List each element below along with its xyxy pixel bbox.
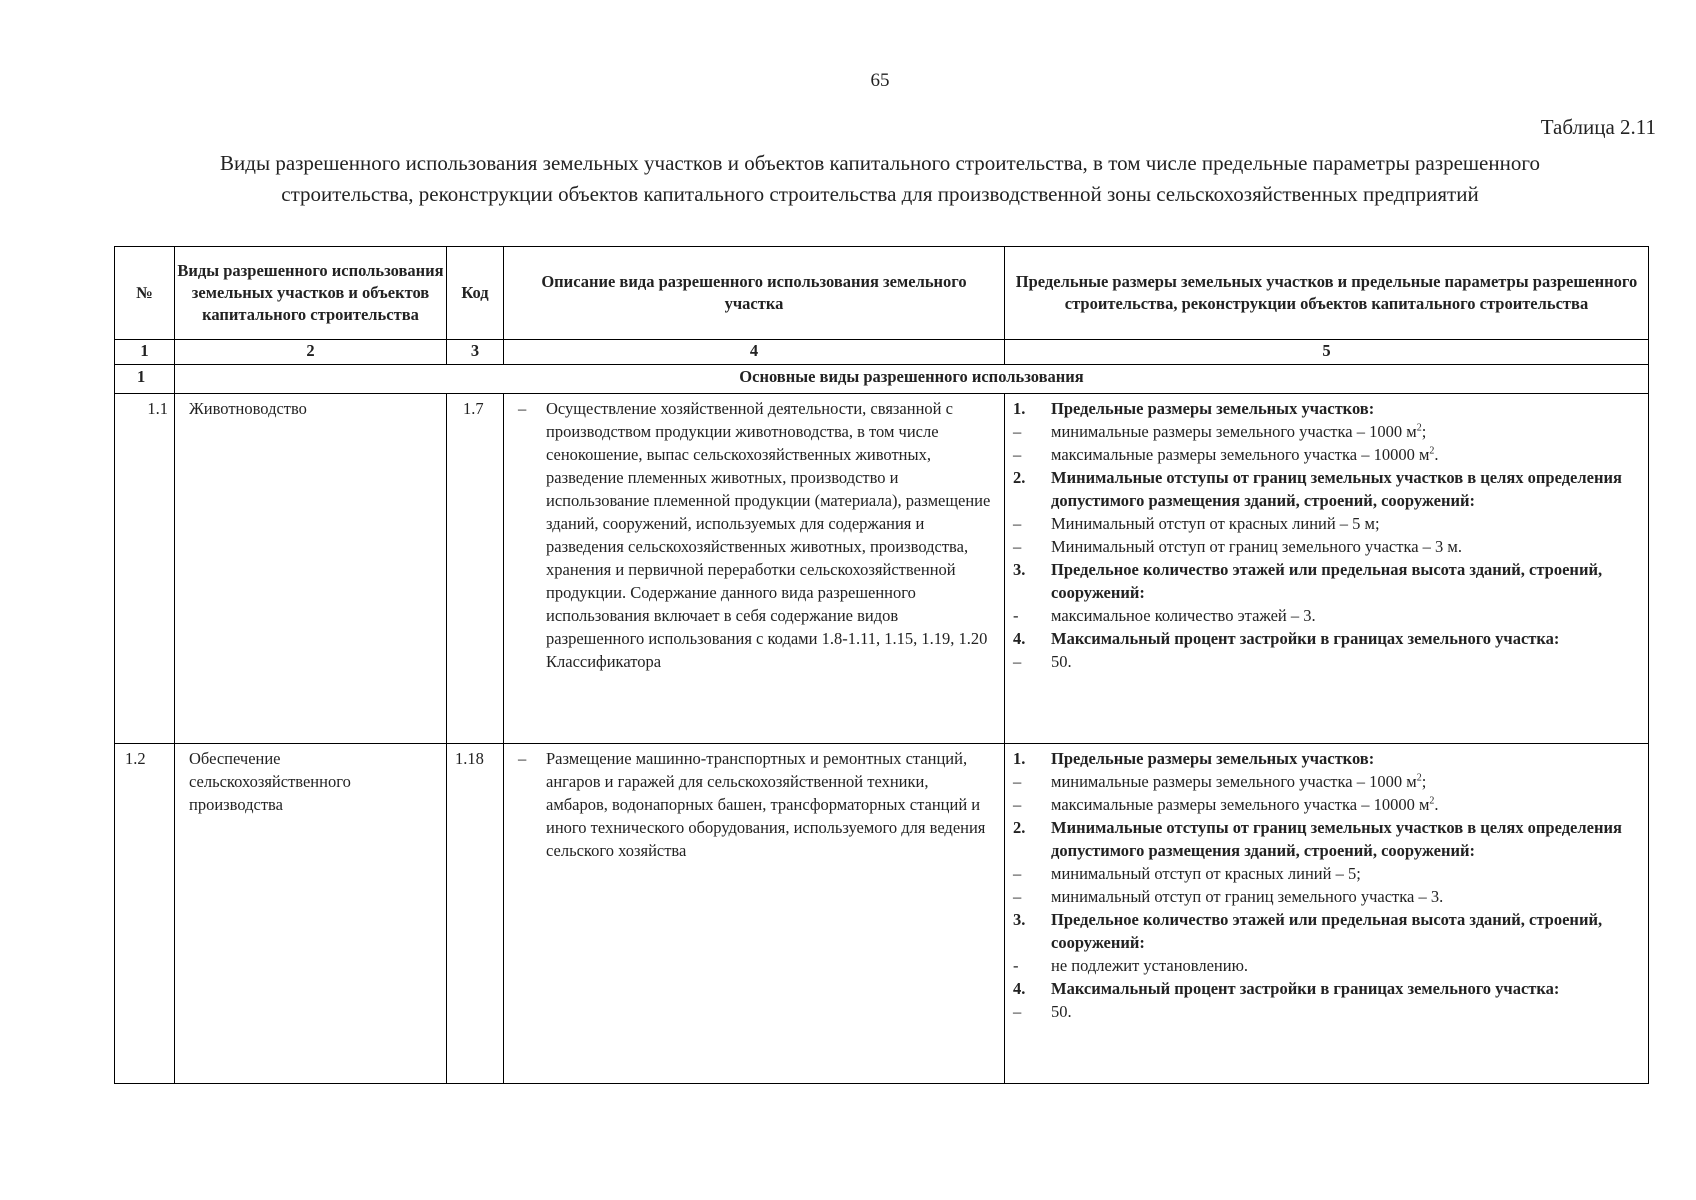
land-use-table <box>114 246 1649 1084</box>
param-item: – максимальные размеры земельного участка – 10000 $м^2$. <box>1013 445 1439 464</box>
param-heading: 3. Предельное количество этажей или предельная высота зданий, строений, сооружений: <box>1013 910 1603 952</box>
row-description-cell <box>504 394 1005 744</box>
header-description: Описание вида разрешенного использования земельного участка <box>504 247 1005 340</box>
param-heading: 3. Предельное количество этажей или предельная высота зданий, строений, сооружений: <box>1013 560 1603 602</box>
row-params <box>1005 394 1649 744</box>
param-item: – минимальный отступ от границ земельного участка – 3. <box>1013 887 1444 906</box>
page-number: 65 <box>870 70 890 91</box>
column-number: 4 <box>504 340 1005 365</box>
row-use-type: Животноводство <box>175 394 447 744</box>
column-number: 3 <box>447 340 504 365</box>
header-params: Предельные размеры земельных участков и предельные параметры разрешенного строительства, реконструкции объектов капитального строительства <box>1005 247 1649 340</box>
column-number: 5 <box>1005 340 1649 365</box>
param-item: – минимальные размеры земельного участка – 1000 $м^2$; <box>1013 422 1427 441</box>
param-heading: 4. Максимальный процент застройки в границах земельного участка: <box>1013 629 1560 648</box>
param-item: – 50. <box>1013 652 1072 671</box>
param-item: – максимальные размеры земельного участка – 10000 $м^2$. <box>1013 795 1439 814</box>
param-item: - максимальное количество этажей – 3. <box>1013 606 1316 625</box>
table-label: Таблица 2.11 <box>1540 115 1656 139</box>
param-item: – минимальный отступ от красных линий – 5; <box>1013 864 1361 883</box>
row-number: 1.1 <box>115 394 175 744</box>
section-row <box>115 365 1649 394</box>
header-types: Виды разрешенного использования земельных участков и объектов капитального строительства <box>175 247 447 340</box>
row-code: 1.18 <box>447 744 504 1084</box>
table-row <box>115 744 1649 1084</box>
column-number: 2 <box>175 340 447 365</box>
table-row <box>115 394 1649 744</box>
param-item: – Минимальный отступ от границ земельного участка – 3 м. <box>1013 537 1462 556</box>
row-description: Осуществление хозяйственной деятельности, связанной с производством продукции животноводства, в том числе сенокошение, выпас сельскохозяйственных животных, разведение племенных животных, производство и использование племенной продукции (материала), размещение зданий, сооружений, используемых для содержания и разведения сельскохозяйственных животных, производства, хранения и первичной переработки сельскохозяйственной продукции. Содержание данного вида разрешенного использования включает в себя содержание видов разрешенного использования с кодами 1.8-1.11, 1.15, 1.19, 1.20 Классификатора <box>546 399 991 671</box>
param-heading: 2. Минимальные отступы от границ земельных участков в целях определения допустимого размещения зданий, строений, сооружений: <box>1013 818 1622 860</box>
header-code: Код <box>447 247 504 340</box>
row-description: Размещение машинно-транспортных и ремонтных станций, ангаров и гаражей для сельскохозяйственной техники, амбаров, водонапорных башен, трансформаторных станций и иного технического оборудования, используемого для ведения сельского хозяйства <box>546 749 986 860</box>
header-num: № <box>115 247 175 340</box>
section-title: Основные виды разрешенного использования <box>175 365 1649 394</box>
column-number-row <box>115 340 1649 365</box>
param-heading: 1. Предельные размеры земельных участков: <box>1013 399 1375 418</box>
table-caption: Виды разрешенного использования земельных участков и объектов капитального строительства, в том числе предельные параметры разрешенного строительства, реконструкции объектов капитального строительства для производственной зоны сельскохозяйственных предприятий <box>220 151 1540 206</box>
row-number: 1.2 <box>115 744 175 1084</box>
section-number: 1 <box>115 365 175 394</box>
param-item: – минимальные размеры земельного участка – 1000 $м^2$; <box>1013 772 1427 791</box>
param-heading: 4. Максимальный процент застройки в границах земельного участка: <box>1013 979 1560 998</box>
row-params <box>1005 744 1649 1084</box>
param-heading: 1. Предельные размеры земельных участков: <box>1013 749 1375 768</box>
param-item: – 50. <box>1013 1002 1072 1021</box>
description-dash: – <box>518 749 527 768</box>
param-item: - не подлежит установлению. <box>1013 956 1249 975</box>
param-item: – Минимальный отступ от красных линий – 5 м; <box>1013 514 1380 533</box>
param-heading: 2. Минимальные отступы от границ земельных участков в целях определения допустимого размещения зданий, строений, сооружений: <box>1013 468 1622 510</box>
row-use-type: Обеспечение сельскохозяйственного производства <box>175 744 447 1084</box>
column-number: 1 <box>115 340 175 365</box>
row-description-cell <box>504 744 1005 1084</box>
row-code: 1.7 <box>447 394 504 744</box>
header-row <box>115 247 1649 340</box>
description-dash: – <box>518 399 527 418</box>
